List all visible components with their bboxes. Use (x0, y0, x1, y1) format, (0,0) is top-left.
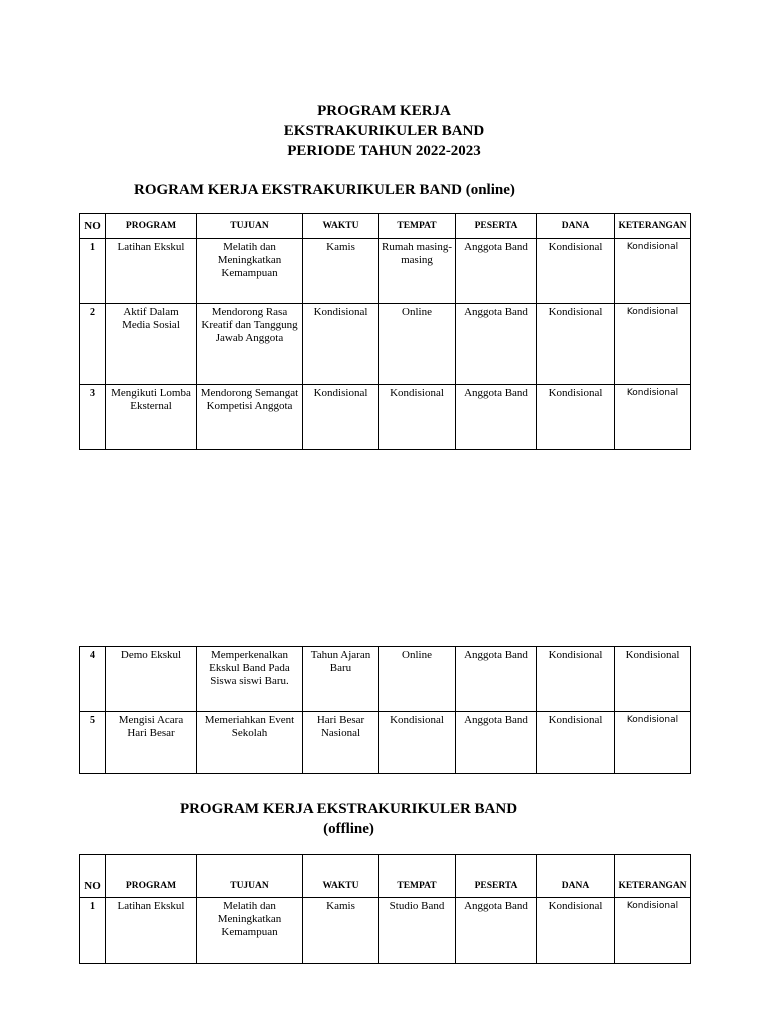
cell-no: 4 (80, 647, 106, 712)
col-header-program: PROGRAM (106, 214, 197, 239)
cell-tujuan: Melatih dan Meningkatkan Kemampuan (197, 239, 303, 304)
cell-waktu: Kamis (303, 898, 379, 964)
cell-tempat: Online (379, 647, 456, 712)
table-row (80, 647, 691, 712)
cell-keterangan: Kondisional (615, 385, 691, 450)
offline-heading (0, 799, 697, 839)
cell-dana: Kondisional (537, 385, 615, 450)
cell-keterangan: Kondisional (615, 239, 691, 304)
cell-peserta: Anggota Band (456, 304, 537, 385)
cell-dana: Kondisional (537, 304, 615, 385)
title-line-2: EKSTRAKURIKULER BAND (283, 123, 485, 139)
cell-program: Latihan Ekskul (106, 239, 197, 304)
cell-keterangan: Kondisional (615, 898, 691, 964)
col-header-program: PROGRAM (106, 855, 197, 898)
cell-no: 5 (80, 712, 106, 774)
cell-program: Aktif Dalam Media Sosial (106, 304, 197, 385)
cell-no: 1 (80, 898, 106, 964)
cell-peserta: Anggota Band (456, 898, 537, 964)
cell-peserta: Anggota Band (456, 712, 537, 774)
cell-waktu: Tahun Ajaran Baru (303, 647, 379, 712)
cell-tempat: Rumah masing-masing (379, 239, 456, 304)
cell-keterangan: Kondisional (615, 304, 691, 385)
offline-heading-line-1: PROGRAM KERJA EKSTRAKURIKULER BAND (179, 801, 518, 817)
offline-table (79, 854, 691, 964)
cell-program: Mengisi Acara Hari Besar (106, 712, 197, 774)
cell-dana: Kondisional (537, 647, 615, 712)
cell-program: Mengikuti Lomba Eksternal (106, 385, 197, 450)
col-header-tempat: TEMPAT (379, 855, 456, 898)
document-title (0, 101, 768, 161)
col-header-waktu: WAKTU (303, 214, 379, 239)
cell-program: Latihan Ekskul (106, 898, 197, 964)
cell-waktu: Kondisional (303, 385, 379, 450)
col-header-no: NO (80, 855, 106, 898)
online-table-part2 (79, 646, 691, 774)
col-header-keterangan: KETERANGAN (615, 855, 691, 898)
cell-waktu: Hari Besar Nasional (303, 712, 379, 774)
cell-keterangan: Kondisional (615, 712, 691, 774)
cell-tujuan: Memeriahkan Event Sekolah (197, 712, 303, 774)
cell-tujuan: Mendorong Semangat Kompetisi Anggota (197, 385, 303, 450)
cell-keterangan: Kondisional (615, 647, 691, 712)
col-header-tempat: TEMPAT (379, 214, 456, 239)
table-row (80, 712, 691, 774)
online-table-header-row (80, 214, 691, 239)
col-header-peserta: PESERTA (456, 214, 537, 239)
col-header-tujuan: TUJUAN (197, 214, 303, 239)
col-header-no: NO (80, 214, 106, 239)
cell-tujuan: Memperkenalkan Ekskul Band Pada Siswa siswi Baru. (197, 647, 303, 712)
cell-dana: Kondisional (537, 239, 615, 304)
cell-tempat: Studio Band (379, 898, 456, 964)
online-table-part1 (79, 213, 691, 450)
cell-no: 1 (80, 239, 106, 304)
table-row (80, 239, 691, 304)
col-header-waktu: WAKTU (303, 855, 379, 898)
cell-tujuan: Mendorong Rasa Kreatif dan Tanggung Jawab Anggota (197, 304, 303, 385)
cell-program: Demo Ekskul (106, 647, 197, 712)
title-line-3: PERIODE TAHUN 2022-2023 (287, 143, 481, 159)
cell-peserta: Anggota Band (456, 647, 537, 712)
cell-peserta: Anggota Band (456, 385, 537, 450)
cell-waktu: Kondisional (303, 304, 379, 385)
online-heading: ROGRAM KERJA EKSTRAKURIKULER BAND (online) (134, 182, 515, 198)
col-header-tujuan: TUJUAN (197, 855, 303, 898)
table-row (80, 304, 691, 385)
cell-dana: Kondisional (537, 712, 615, 774)
cell-waktu: Kamis (303, 239, 379, 304)
table-row (80, 898, 691, 964)
col-header-dana: DANA (537, 855, 615, 898)
table-row (80, 385, 691, 450)
cell-no: 3 (80, 385, 106, 450)
col-header-dana: DANA (537, 214, 615, 239)
title-line-1: PROGRAM KERJA (317, 103, 451, 119)
offline-table-header-row (80, 855, 691, 898)
cell-dana: Kondisional (537, 898, 615, 964)
cell-tempat: Kondisional (379, 385, 456, 450)
cell-tempat: Online (379, 304, 456, 385)
offline-heading-line-2: (offline) (323, 821, 374, 837)
cell-tempat: Kondisional (379, 712, 456, 774)
cell-peserta: Anggota Band (456, 239, 537, 304)
cell-tujuan: Melatih dan Meningkatkan Kemampuan (197, 898, 303, 964)
col-header-keterangan: KETERANGAN (615, 214, 691, 239)
col-header-peserta: PESERTA (456, 855, 537, 898)
cell-no: 2 (80, 304, 106, 385)
